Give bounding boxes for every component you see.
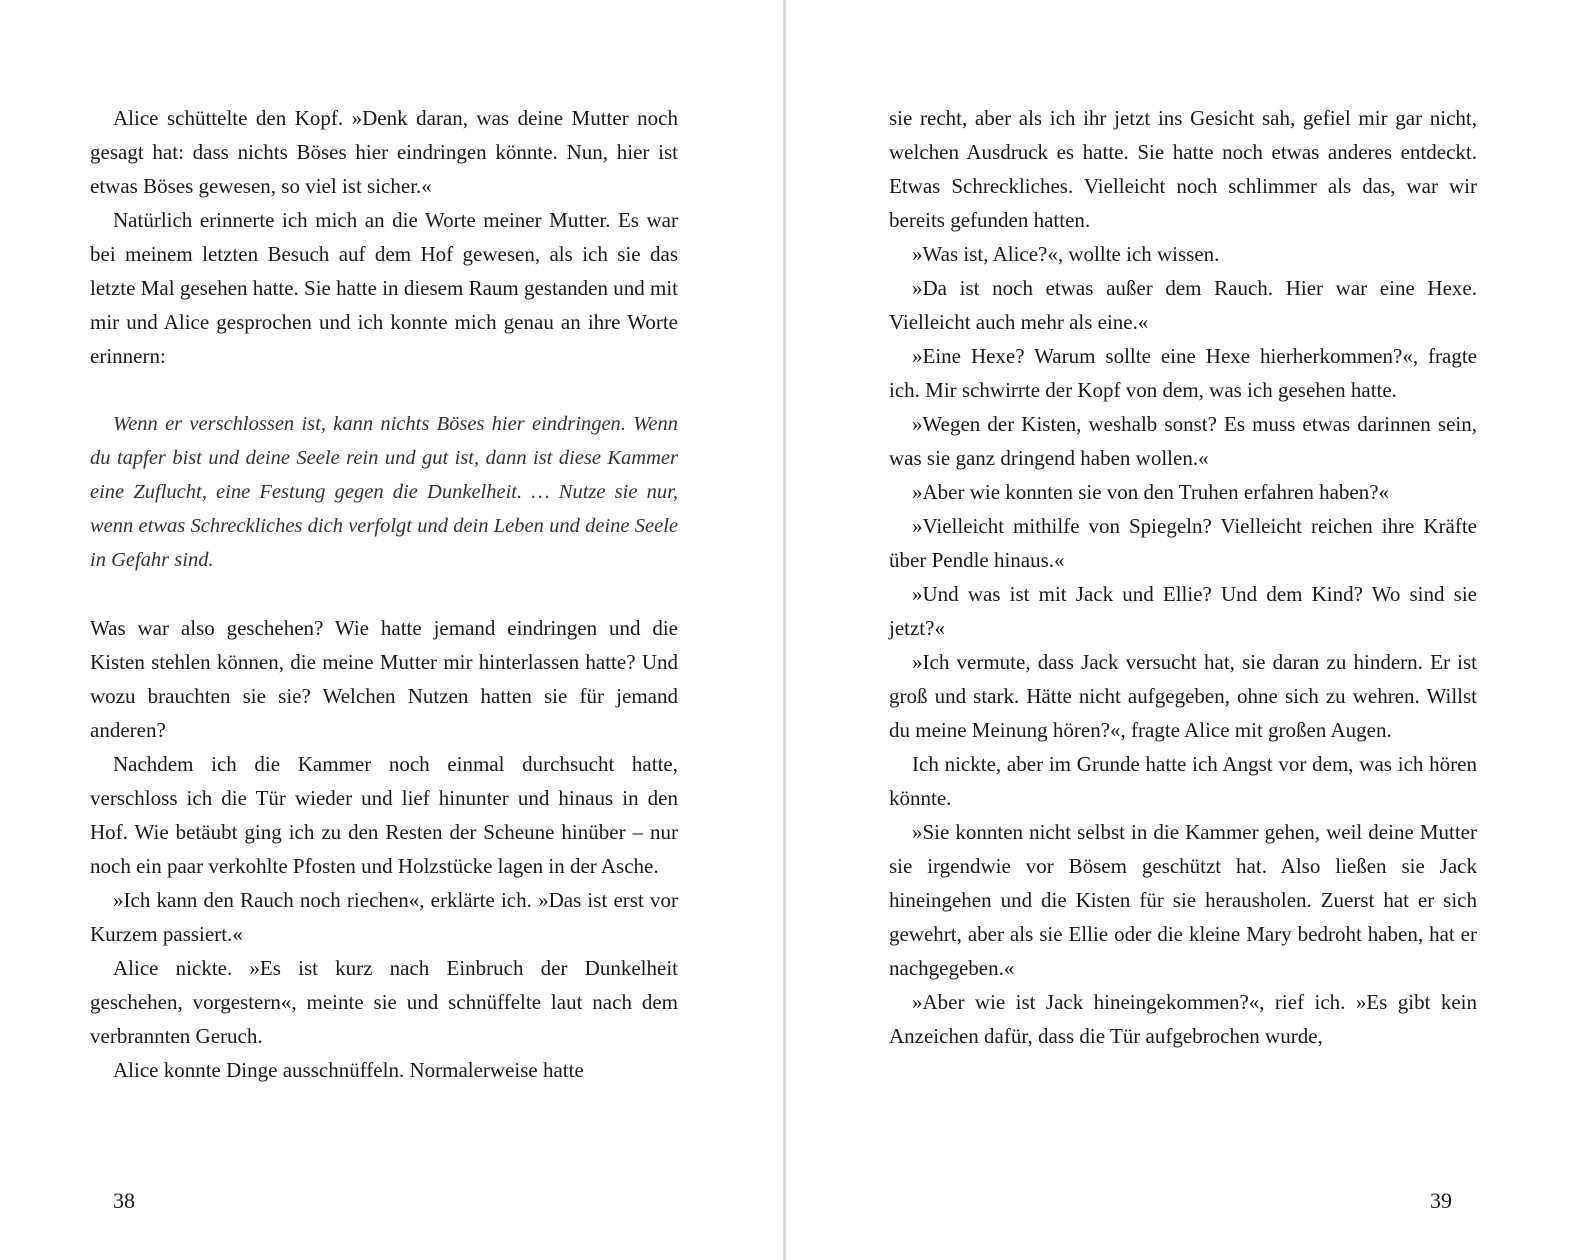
quoted-passage: Wenn er verschlossen ist, kann nichts Böses hier eindringen. Wenn du tapfer bist und deine Seele rein und gut ist, dann ist diese Kammer eine Zuflucht, eine Festung gegen die Dunkelheit. … Nutze sie nur, wenn etwas Schreckliches dich verfolgt und dein Leben und deine Seele in Gefahr sind.: [90, 413, 678, 571]
blank-line: [90, 373, 678, 407]
paragraph: »Da ist noch etwas außer dem Rauch. Hier war eine Hexe. Vielleicht auch mehr als eine.«: [889, 276, 1477, 334]
blank-line: [90, 577, 678, 611]
right-page-text: [889, 101, 1477, 1053]
paragraph: »Ich vermute, dass Jack versucht hat, sie daran zu hindern. Er ist groß und stark. Hätte nicht aufgegeben, ohne sich zu wehren. Willst du meine Meinung hören?«, fragte Alice mit großen Augen.: [889, 650, 1477, 742]
paragraph: »Sie konnten nicht selbst in die Kammer gehen, weil deine Mutter sie irgendwie vor Bösem geschützt hat. Also ließen sie Jack hineingehen und die Kisten für sie herausholen. Zuerst hat er sich gewehrt, aber als sie Ellie oder die kleine Mary bedroht haben, hat er nachgegeben.«: [889, 820, 1477, 980]
paragraph: sie recht, aber als ich ihr jetzt ins Gesicht sah, gefiel mir gar nicht, welchen Ausdruck es hatte. Sie hatte noch etwas anderes entdeckt. Etwas Schreckliches. Vielleicht noch schlimmer als das, war wir bereits gefunden hatten.: [889, 106, 1477, 232]
left-page-text: [90, 101, 678, 1087]
paragraph: »Aber wie ist Jack hineingekommen?«, rief ich. »Es gibt kein Anzeichen dafür, dass die Tür aufgebrochen wurde,: [889, 990, 1477, 1048]
page-number-right: 39: [1430, 1188, 1452, 1213]
page-number-left: 38: [113, 1188, 135, 1213]
paragraph: »Aber wie konnten sie von den Truhen erfahren haben?«: [912, 480, 1390, 504]
paragraph: Alice nickte. »Es ist kurz nach Einbruch der Dunkelheit geschehen, vorgestern«, meinte sie und schnüffelte laut nach dem verbrannten Geruch.: [90, 956, 678, 1048]
paragraph: »Was ist, Alice?«, wollte ich wissen.: [912, 242, 1220, 266]
paragraph: Natürlich erinnerte ich mich an die Worte meiner Mutter. Es war bei meinem letzten Besuch auf dem Hof gewesen, als ich sie das letzte Mal gesehen hatte. Sie hatte in diesem Raum gestanden und mit mir und Alice gesprochen und ich konnte mich genau an ihre Worte erinnern:: [90, 208, 678, 368]
book-gutter: [783, 0, 786, 1260]
paragraph: Ich nickte, aber im Grunde hatte ich Angst vor dem, was ich hören könnte.: [889, 752, 1477, 810]
paragraph: Alice schüttelte den Kopf. »Denk daran, was deine Mutter noch gesagt hat: dass nichts Böses hier eindringen könnte. Nun, hier ist etwas Böses gewesen, so viel ist sicher.«: [90, 106, 678, 198]
paragraph: »Wegen der Kisten, weshalb sonst? Es muss etwas darinnen sein, was sie ganz dringend haben wollen.«: [889, 412, 1477, 470]
paragraph: »Eine Hexe? Warum sollte eine Hexe hierherkommen?«, fragte ich. Mir schwirrte der Kopf von dem, was ich gesehen hatte.: [889, 344, 1477, 402]
paragraph: »Vielleicht mithilfe von Spiegeln? Vielleicht reichen ihre Kräfte über Pendle hinaus.«: [889, 514, 1477, 572]
paragraph: Nachdem ich die Kammer noch einmal durchsucht hatte, verschloss ich die Tür wieder und lief hinunter und hinaus in den Hof. Wie betäubt ging ich zu den Resten der Scheune hinüber – nur noch ein paar verkohlte Pfosten und Holzstücke lagen in der Asche.: [90, 752, 678, 878]
paragraph: Was war also geschehen? Wie hatte jemand eindringen und die Kisten stehlen können, die meine Mutter mir hinterlassen hatte? Und wozu brauchten sie sie? Welchen Nutzen hatten sie für jemand anderen?: [90, 616, 678, 742]
paragraph: »Ich kann den Rauch noch riechen«, erklärte ich. »Das ist erst vor Kurzem passiert.«: [90, 888, 678, 946]
paragraph: »Und was ist mit Jack und Ellie? Und dem Kind? Wo sind sie jetzt?«: [889, 582, 1477, 640]
paragraph: Alice konnte Dinge ausschnüffeln. Normalerweise hatte: [113, 1058, 584, 1082]
